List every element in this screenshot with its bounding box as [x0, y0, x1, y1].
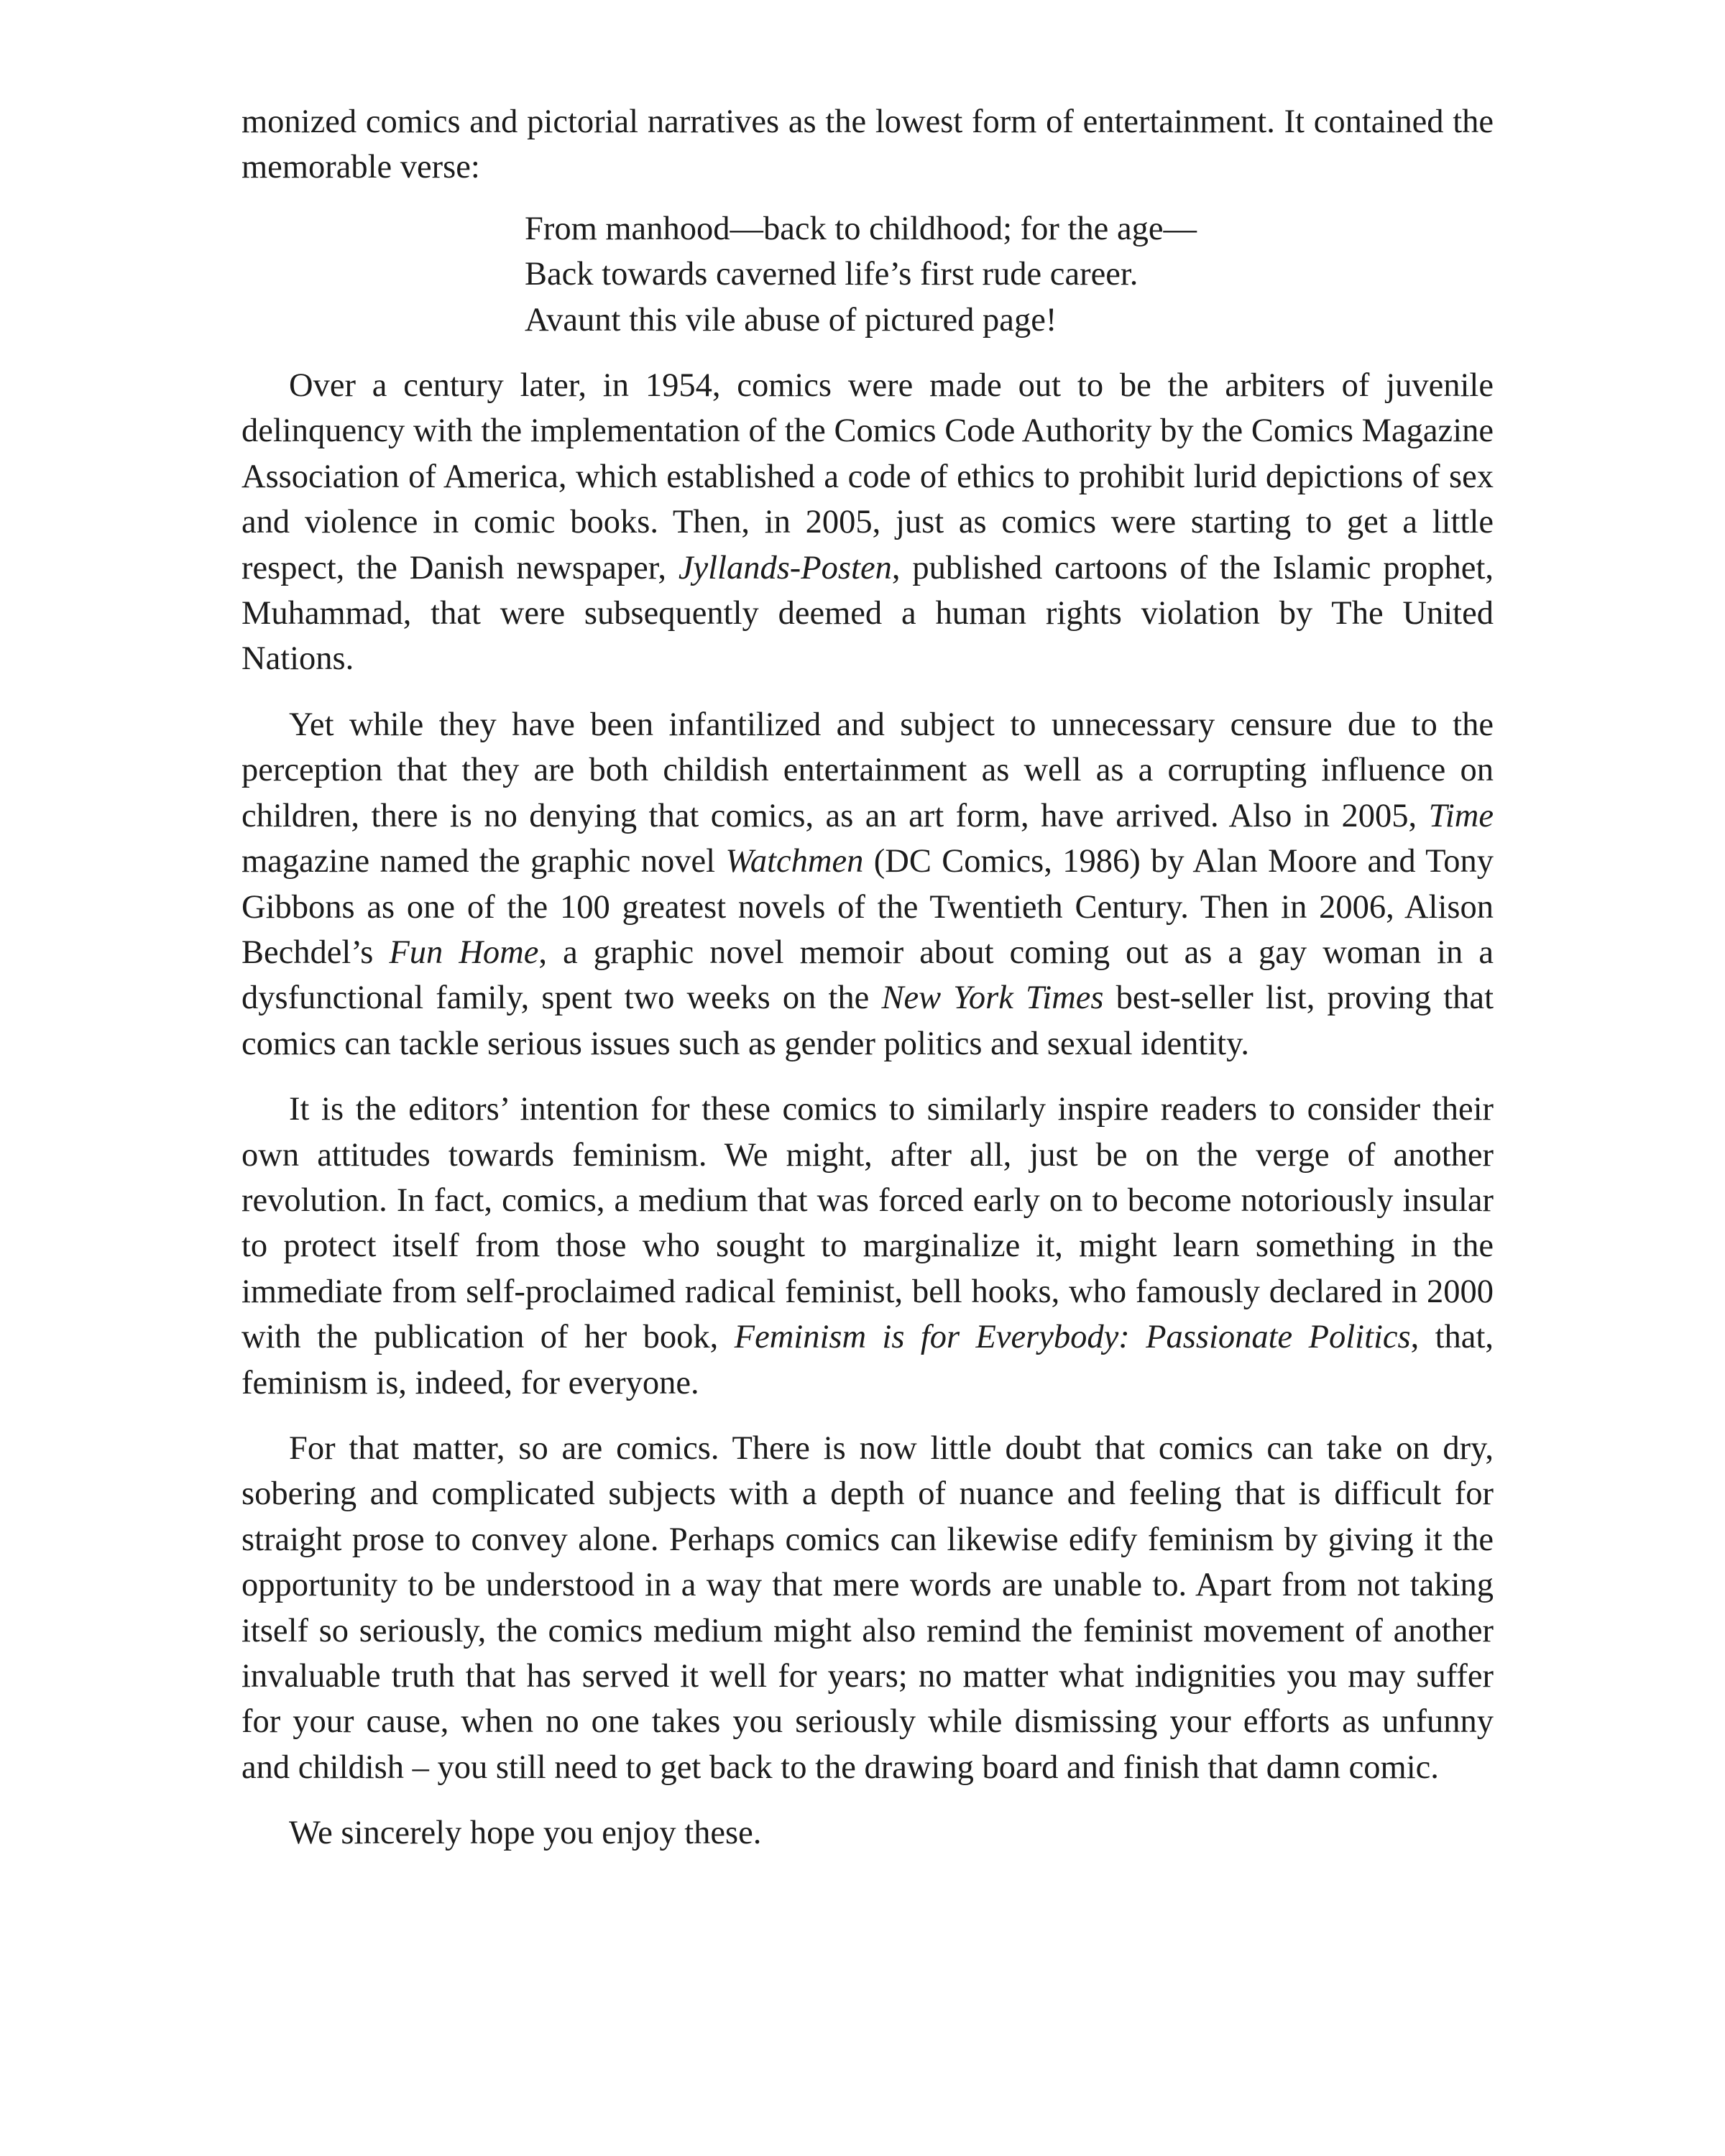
magazine-title: Time	[1428, 797, 1494, 834]
newspaper-title: Jyllands-Posten	[678, 549, 892, 586]
paragraph-continuation: monized comics and pictorial narratives as the lowest form of entertainment. It contained the memorable verse:	[242, 103, 1494, 186]
paragraph-so-are-comics: For that matter, so are comics. There is now little doubt that comics can take on dry, sobering and complicated subjects with a depth of nuance and feeling that is difficult for straight prose to convey alone. Perhaps comics can likewise edify feminism by giving it the opportunity to be understood in a way that mere words are unable to. Apart from not taking itself so seriously, the comics medium might also remind the feminist movement of another invaluable truth that has served it well for years; no matter what indignities you may suffer for your cause, when no one takes you seriously while dismissing your efforts as unfunny and childish – you still need to get back to the drawing board and finish that damn comic.	[242, 1429, 1494, 1786]
novel-title: Watchmen	[725, 843, 864, 880]
page-body	[242, 99, 1494, 1856]
paragraph-arrived: Yet while they have been infantilized and subject to unnecessary censure due to the perception that they are both childish entertainment as well as a corrupting influence on children, there is no denying that comics, as an art form, have arrived. Also in 2005, Time magazine named the graphic novel Watchmen (DC Comics, 1986) by Alan Moore and Tony Gibbons as one of the 100 greatest novels of the Twentieth Century. Then in 2006, Alison Bechdel’s Fun Home, a graphic novel memoir about coming out as a gay woman in a dysfunctional family, spent two weeks on the New York Times best-seller list, proving that comics can tackle serious issues such as gender politics and sexual identity.	[242, 706, 1494, 1062]
paragraph-editors-intention: It is the editors’ intention for these comics to similarly inspire readers to consider their own attitudes towards feminism. We might, after all, just be on the verge of another revolution. In fact, comics, a medium that was forced early on to become notoriously insular to protect itself from those who sought to marginalize it, might learn something in the immediate from self-proclaimed radical feminist, bell hooks, who famously declared in 2000 with the publication of her book, Feminism is for Everybody: Passionate Politics, that, feminism is, indeed, for everyone.	[242, 1091, 1494, 1401]
verse-line-1: From manhood—back to childhood; for the age—	[525, 210, 1197, 247]
book-title: Feminism is for Everybody: Passionate Politics	[734, 1319, 1411, 1356]
memoir-title: Fun Home	[389, 934, 539, 971]
verse-quote	[525, 206, 1494, 343]
verse-line-2: Back towards caverned life’s first rude career.	[525, 256, 1138, 293]
paragraph-comics-code: Over a century later, in 1954, comics were made out to be the arbiters of juvenile delinquency with the implementation of the Comics Code Authority by the Comics Magazine Association of America, which established a code of ethics to prohibit lurid depictions of sex and violence in comic books. Then, in 2005, just as comics were starting to get a little respect, the Danish newspaper, Jyllands-Posten, published cartoons of the Islamic prophet, Muhammad, that were subsequently deemed a human rights violation by The United Nations.	[242, 367, 1494, 678]
newspaper-title: New York Times	[881, 980, 1104, 1017]
paragraph-closing: We sincerely hope you enjoy these.	[289, 1815, 762, 1852]
verse-line-3: Avaunt this vile abuse of pictured page!	[525, 301, 1057, 338]
